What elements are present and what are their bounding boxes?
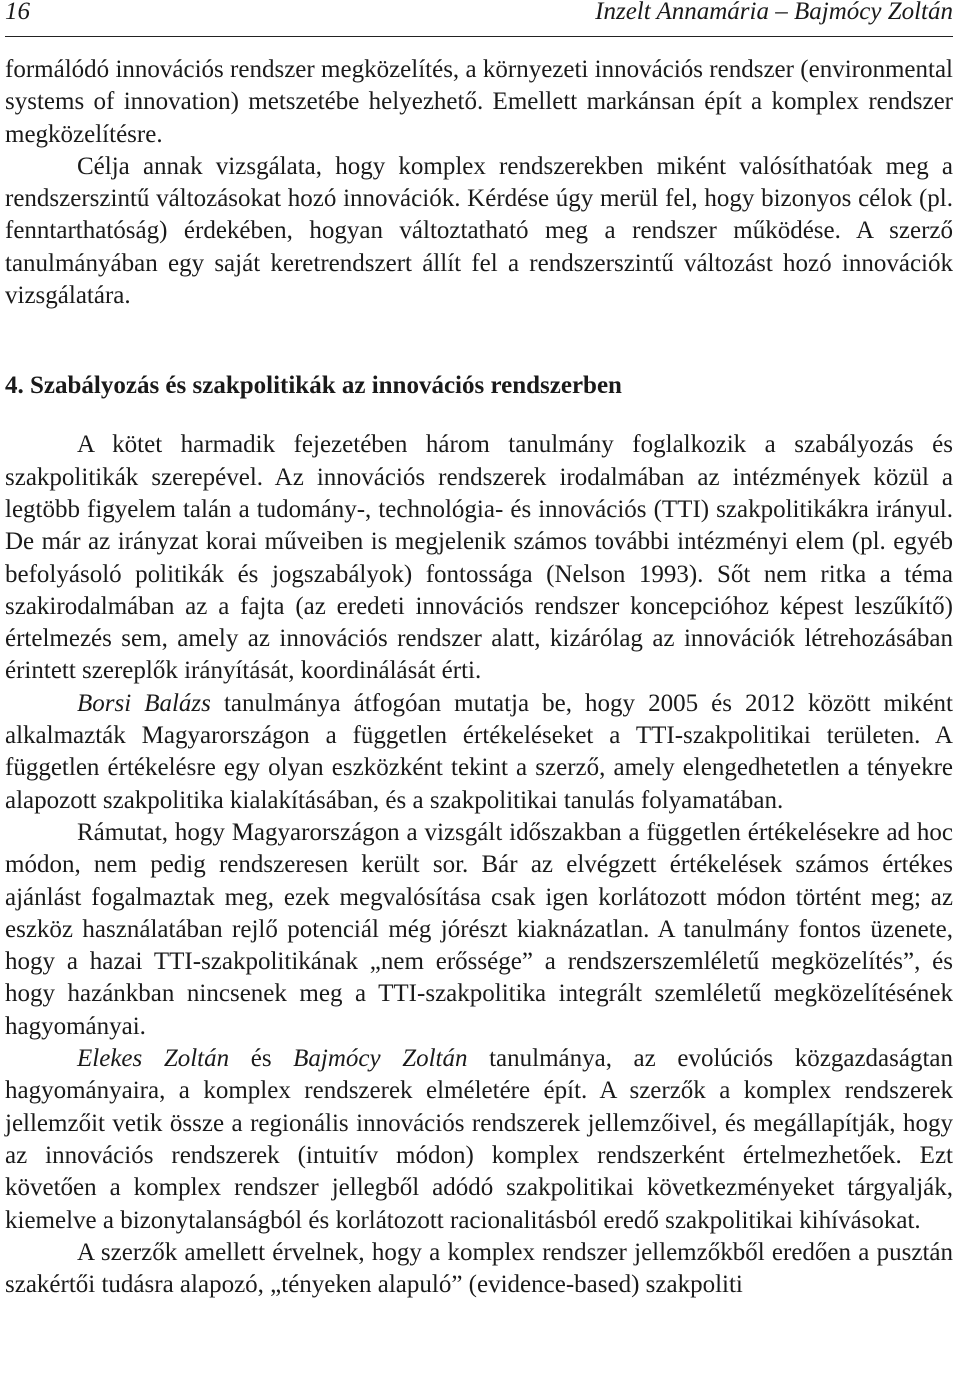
paragraph-text: tanulmánya átfogóan mutatja be, hogy 2005 és 2012 között miként alkalmazták Magyarországon a független értékeléseket a TTI-szakpolitikai területen. A független értékelésre egy olyan eszközként tekint a szerző, amely elengedhetetlen a tényekre alapozott szakpolitika kialakításában, és a szakpolitikai tanulás folyamatában.: [5, 689, 953, 814]
conjunction: és: [229, 1045, 294, 1073]
author-name: Bajmócy Zoltán: [293, 1045, 468, 1073]
page-header: [5, 0, 953, 30]
author-name: Borsi Balázs: [77, 689, 211, 717]
page-number: 16: [5, 0, 30, 25]
paragraph: A kötet harmadik fejezetében három tanulmány foglalkozik a szabályozás és szakpolitikák szerepével. Az innovációs rendszerek irodalmában az intézmények közül a legtöbb figyelem talán a tudomány-, technológia- és innovációs (TTI) szakpolitikákra irányul. De már az irányzat korai műveiben is megjelenik számos további intézményi elem (pl. egyéb befolyásoló politikák és jogszabályok) fontossága (Nelson 1993). Sőt nem ritka a téma szakirodalmában az a fajta (az eredeti innovációs rendszer koncepcióhoz képest leszűkítő) értelmezés sem, amely az innovációs rendszer alatt, kizárólag az innovációk létrehozásában érintett szereplők irányítását, koordinálását érti.: [5, 431, 953, 685]
header-rule: [5, 36, 953, 37]
spacer: [5, 402, 953, 429]
section-heading: 4. Szabályozás és szakpolitikák az innovációs rendszerben: [5, 372, 622, 400]
spacer: [5, 312, 953, 370]
paragraph: formálódó innovációs rendszer megközelítés, a környezeti innovációs rendszer (environmental systems of innovation) metszetébe helyezhető. Emellett markánsan épít a komplex rendszer megközelítésre.: [5, 56, 953, 148]
paragraph: Célja annak vizsgálata, hogy komplex rendszerekben miként valósíthatóak meg a rendszerszintű változásokat hozó innovációk. Kérdése úgy merül fel, hogy bizonyos célok (pl. fenntarthatóság) érdekében, hogyan változtatható meg a rendszer működése. A szerző tanulmányában egy saját keretrendszert állít fel a rendszerszintű változást hozó innovációk vizsgálatára.: [5, 152, 953, 310]
paragraph: A szerzők amellett érvelnek, hogy a komplex rendszer jellemzőkből eredően a pusztán szakértői tudásra alapozó, „tényeken alapuló” (evidence-based) szakpoliti: [5, 1238, 953, 1299]
running-head: Inzelt Annamária – Bajmócy Zoltán: [595, 0, 953, 25]
paragraph-text: tanulmánya, az evolúciós közgazdaságtan hagyományaira, a komplex rendszerek elméletére épít. A szerzők a komplex rendszerek jellemzőit vetik össze a regionális innovációs rendszerek jellemzőivel, és megállapítják, hogy az innovációs rendszerek (intuitív módon) komplex rendszerként értelmezhetőek. Ezt követően a komplex rendszer jellegből adódó szakpolitikai következményeket tárgyalják, kiemelve a bizonytalanságból és korlátozott racionalitásból eredő szakpolitikai kihívásokat.: [5, 1045, 954, 1234]
page-body: [5, 54, 953, 1301]
paragraph: [5, 1043, 953, 1237]
author-name: Elekes Zoltán: [77, 1045, 230, 1073]
paragraph: [5, 688, 953, 817]
paragraph: Rámutat, hogy Magyarországon a vizsgált időszakban a független értékelésekre ad hoc módon, nem pedig rendszeresen került sor. Bár az elvégzett értékelések számos értékes ajánlást fogalmaztak meg, ezek megvalósítása csak igen korlátozott módon történt meg; az eszköz használatában rejlő potenciál még jórészt kiaknázatlan. A tanulmány fontos üzenete, hogy a hazai TTI-szakpolitikának „nem erőssége” a rendszerszemléletű megközelítés”, és hogy hazánkban nincsenek meg a TTI-szakpolitika integrált szemléletű megközelítésének hagyományai.: [5, 818, 953, 1040]
